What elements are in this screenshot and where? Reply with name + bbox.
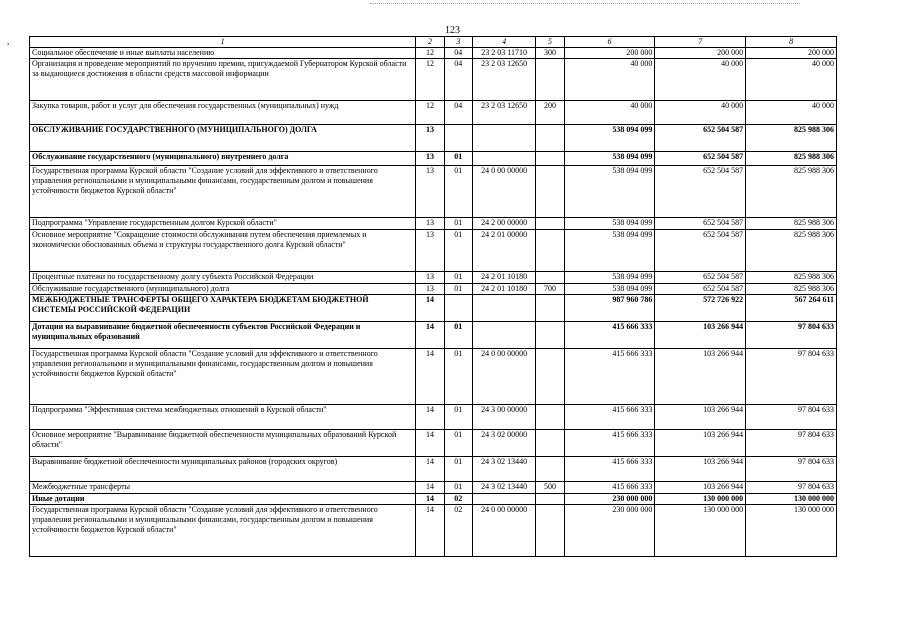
budget-table-body — [30, 37, 837, 557]
row-amount-year-1: 230 000 000 — [564, 494, 655, 505]
row-name: Иные дотации — [30, 494, 416, 505]
table-row — [30, 505, 837, 557]
row-expense-type — [536, 505, 564, 557]
table-row — [30, 59, 837, 101]
table-row — [30, 230, 837, 272]
row-subsection-code: 01 — [444, 322, 472, 349]
row-expense-type — [536, 272, 564, 284]
row-amount-year-1: 415 666 333 — [564, 457, 655, 482]
row-expense-type — [536, 295, 564, 322]
table-row — [30, 457, 837, 482]
row-amount-year-1: 200 000 — [564, 48, 655, 59]
row-target-article — [472, 322, 536, 349]
row-amount-year-1: 40 000 — [564, 101, 655, 125]
row-section-code: 14 — [416, 482, 444, 494]
row-amount-year-1: 415 666 333 — [564, 430, 655, 457]
row-section-code: 12 — [416, 48, 444, 59]
row-amount-year-1: 538 094 099 — [564, 125, 655, 152]
row-amount-year-3: 40 000 — [746, 101, 837, 125]
column-number: 5 — [536, 37, 564, 48]
column-number: 6 — [564, 37, 655, 48]
row-amount-year-3: 97 804 633 — [746, 349, 837, 405]
row-amount-year-1: 538 094 099 — [564, 166, 655, 218]
column-number-row — [30, 37, 837, 48]
row-name: Процентные платежи по государственному долгу субъекта Российской Федерации — [30, 272, 416, 284]
row-subsection-code: 01 — [444, 482, 472, 494]
column-number: 7 — [655, 37, 746, 48]
row-expense-type — [536, 494, 564, 505]
row-amount-year-3: 825 988 306 — [746, 230, 837, 272]
row-amount-year-3: 130 000 000 — [746, 494, 837, 505]
row-subsection-code — [444, 295, 472, 322]
row-target-article — [472, 152, 536, 166]
row-subsection-code: 04 — [444, 48, 472, 59]
row-expense-type: 300 — [536, 48, 564, 59]
row-amount-year-3: 97 804 633 — [746, 405, 837, 430]
row-amount-year-2: 103 266 944 — [655, 457, 746, 482]
row-name: Подпрограмма "Эффективная система межбюджетных отношений в Курской области" — [30, 405, 416, 430]
row-expense-type — [536, 166, 564, 218]
row-target-article: 24 3 02 00000 — [472, 430, 536, 457]
row-amount-year-2: 130 000 000 — [655, 494, 746, 505]
table-row — [30, 295, 837, 322]
row-name: ОБСЛУЖИВАНИЕ ГОСУДАРСТВЕННОГО (МУНИЦИПАЛЬНОГО) ДОЛГА — [30, 125, 416, 152]
row-amount-year-2: 103 266 944 — [655, 322, 746, 349]
row-subsection-code: 02 — [444, 494, 472, 505]
row-target-article: 24 3 02 13440 — [472, 482, 536, 494]
row-section-code: 14 — [416, 405, 444, 430]
row-subsection-code: 01 — [444, 230, 472, 272]
column-number: 1 — [30, 37, 416, 48]
row-target-article: 24 2 00 00000 — [472, 218, 536, 230]
row-amount-year-3: 97 804 633 — [746, 457, 837, 482]
row-section-code: 14 — [416, 457, 444, 482]
row-name: Организация и проведение мероприятий по вручению премии, присуждаемой Губернатором Курской области за выдающиеся достижения в области средств массовой информации — [30, 59, 416, 101]
column-number: 8 — [746, 37, 837, 48]
row-section-code: 12 — [416, 59, 444, 101]
row-amount-year-1: 538 094 099 — [564, 152, 655, 166]
row-target-article — [472, 494, 536, 505]
row-name: Межбюджетные трансферты — [30, 482, 416, 494]
row-amount-year-3: 825 988 306 — [746, 125, 837, 152]
row-amount-year-2: 652 504 587 — [655, 272, 746, 284]
row-amount-year-1: 230 000 000 — [564, 505, 655, 557]
column-number: 3 — [444, 37, 472, 48]
table-row — [30, 430, 837, 457]
row-target-article: 24 3 00 00000 — [472, 405, 536, 430]
row-name: Государственная программа Курской области "Создание условий для эффективного и ответственного управления региональными и муниципальными финансами, государственным долгом и повышения устойчивости бюджетов Курской области" — [30, 349, 416, 405]
row-subsection-code: 01 — [444, 218, 472, 230]
row-amount-year-3: 825 988 306 — [746, 166, 837, 218]
row-name: Обслуживание государственного (муниципального) внутреннего долга — [30, 152, 416, 166]
row-expense-type — [536, 349, 564, 405]
row-target-article: 24 2 01 10180 — [472, 284, 536, 295]
row-amount-year-1: 538 094 099 — [564, 272, 655, 284]
row-expense-type — [536, 430, 564, 457]
row-amount-year-3: 130 000 000 — [746, 505, 837, 557]
row-amount-year-2: 200 000 — [655, 48, 746, 59]
row-subsection-code: 04 — [444, 59, 472, 101]
row-section-code: 13 — [416, 230, 444, 272]
row-target-article: 24 2 01 10180 — [472, 272, 536, 284]
row-amount-year-3: 567 264 611 — [746, 295, 837, 322]
row-target-article: 23 2 03 11710 — [472, 48, 536, 59]
row-amount-year-2: 40 000 — [655, 101, 746, 125]
margin-mark: , — [7, 36, 10, 46]
table-row — [30, 218, 837, 230]
row-amount-year-2: 652 504 587 — [655, 284, 746, 295]
row-subsection-code: 01 — [444, 272, 472, 284]
row-subsection-code: 01 — [444, 349, 472, 405]
row-section-code: 14 — [416, 505, 444, 557]
row-amount-year-1: 415 666 333 — [564, 482, 655, 494]
row-amount-year-2: 40 000 — [655, 59, 746, 101]
row-amount-year-2: 103 266 944 — [655, 482, 746, 494]
table-row — [30, 166, 837, 218]
budget-table — [29, 36, 837, 557]
row-amount-year-2: 652 504 587 — [655, 125, 746, 152]
table-row — [30, 125, 837, 152]
row-amount-year-3: 825 988 306 — [746, 218, 837, 230]
table-row — [30, 322, 837, 349]
row-name: Основное мероприятие "Сокращение стоимости обслуживания путем обеспечения приемлемых и экономически обоснованных объема и структуры государственного долга Курской области" — [30, 230, 416, 272]
row-subsection-code — [444, 125, 472, 152]
row-amount-year-1: 415 666 333 — [564, 322, 655, 349]
row-name: Социальное обеспечение и иные выплаты населению — [30, 48, 416, 59]
table-row — [30, 48, 837, 59]
row-expense-type — [536, 59, 564, 101]
table-row — [30, 349, 837, 405]
row-amount-year-1: 415 666 333 — [564, 349, 655, 405]
row-expense-type: 700 — [536, 284, 564, 295]
row-expense-type — [536, 218, 564, 230]
row-subsection-code: 01 — [444, 166, 472, 218]
table-row — [30, 101, 837, 125]
row-amount-year-3: 40 000 — [746, 59, 837, 101]
row-expense-type: 200 — [536, 101, 564, 125]
row-section-code: 13 — [416, 218, 444, 230]
row-amount-year-3: 97 804 633 — [746, 482, 837, 494]
row-section-code: 13 — [416, 152, 444, 166]
row-amount-year-2: 652 504 587 — [655, 218, 746, 230]
row-name: Подпрограмма "Управление государственным долгом Курской области" — [30, 218, 416, 230]
row-amount-year-2: 103 266 944 — [655, 405, 746, 430]
row-amount-year-1: 538 094 099 — [564, 284, 655, 295]
row-amount-year-1: 987 960 786 — [564, 295, 655, 322]
column-number: 4 — [472, 37, 536, 48]
row-amount-year-2: 103 266 944 — [655, 349, 746, 405]
row-expense-type — [536, 125, 564, 152]
row-name: Дотации на выравнивание бюджетной обеспеченности субъектов Российской Федерации и муниципальных образований — [30, 322, 416, 349]
page-number: 123 — [445, 25, 460, 36]
row-amount-year-2: 103 266 944 — [655, 430, 746, 457]
row-target-article — [472, 295, 536, 322]
row-target-article: 24 0 00 00000 — [472, 505, 536, 557]
row-target-article — [472, 125, 536, 152]
column-number: 2 — [416, 37, 444, 48]
row-amount-year-1: 538 094 099 — [564, 230, 655, 272]
row-name: МЕЖБЮДЖЕТНЫЕ ТРАНСФЕРТЫ ОБЩЕГО ХАРАКТЕРА БЮДЖЕТАМ БЮДЖЕТНОЙ СИСТЕМЫ РОССИЙСКОЙ ФЕДЕРАЦИИ — [30, 295, 416, 322]
row-expense-type — [536, 230, 564, 272]
row-amount-year-1: 40 000 — [564, 59, 655, 101]
row-expense-type — [536, 152, 564, 166]
row-section-code: 14 — [416, 430, 444, 457]
row-subsection-code: 01 — [444, 430, 472, 457]
row-name: Основное мероприятие "Выравнивание бюджетной обеспеченности муниципальных образований Курской области" — [30, 430, 416, 457]
row-section-code: 13 — [416, 272, 444, 284]
row-expense-type: 500 — [536, 482, 564, 494]
row-name: Закупка товаров, работ и услуг для обеспечения государственных (муниципальных) нужд — [30, 101, 416, 125]
row-section-code: 13 — [416, 284, 444, 295]
row-amount-year-3: 97 804 633 — [746, 322, 837, 349]
row-amount-year-3: 825 988 306 — [746, 284, 837, 295]
row-target-article: 24 2 01 00000 — [472, 230, 536, 272]
table-row — [30, 482, 837, 494]
row-amount-year-3: 97 804 633 — [746, 430, 837, 457]
row-target-article: 24 0 00 00000 — [472, 166, 536, 218]
row-amount-year-3: 825 988 306 — [746, 272, 837, 284]
row-subsection-code: 02 — [444, 505, 472, 557]
row-subsection-code: 01 — [444, 405, 472, 430]
row-name: Обслуживание государственного (муниципального) долга — [30, 284, 416, 295]
row-target-article: 24 0 00 00000 — [472, 349, 536, 405]
table-row — [30, 494, 837, 505]
row-target-article: 24 3 02 13440 — [472, 457, 536, 482]
row-section-code: 14 — [416, 322, 444, 349]
table-row — [30, 284, 837, 295]
row-expense-type — [536, 405, 564, 430]
table-row — [30, 152, 837, 166]
row-section-code: 12 — [416, 101, 444, 125]
row-amount-year-2: 652 504 587 — [655, 152, 746, 166]
row-target-article: 23 2 03 12650 — [472, 59, 536, 101]
row-amount-year-1: 538 094 099 — [564, 218, 655, 230]
row-amount-year-2: 572 726 922 — [655, 295, 746, 322]
row-subsection-code: 01 — [444, 284, 472, 295]
table-row — [30, 405, 837, 430]
table-row — [30, 272, 837, 284]
row-expense-type — [536, 322, 564, 349]
row-section-code: 14 — [416, 295, 444, 322]
row-name: Выравнивание бюджетной обеспеченности муниципальных районов (городских округов) — [30, 457, 416, 482]
row-subsection-code: 04 — [444, 101, 472, 125]
row-amount-year-2: 652 504 587 — [655, 166, 746, 218]
row-name: Государственная программа Курской области "Создание условий для эффективного и ответственного управления региональными и муниципальными финансами, государственным долгом и повышения устойчивости бюджетов Курской области" — [30, 505, 416, 557]
row-section-code: 13 — [416, 166, 444, 218]
row-subsection-code: 01 — [444, 457, 472, 482]
row-amount-year-3: 825 988 306 — [746, 152, 837, 166]
row-amount-year-3: 200 000 — [746, 48, 837, 59]
row-amount-year-2: 652 504 587 — [655, 230, 746, 272]
top-scan-line — [370, 3, 800, 4]
row-amount-year-1: 415 666 333 — [564, 405, 655, 430]
row-subsection-code: 01 — [444, 152, 472, 166]
row-expense-type — [536, 457, 564, 482]
row-section-code: 14 — [416, 494, 444, 505]
row-target-article: 23 2 03 12650 — [472, 101, 536, 125]
row-section-code: 14 — [416, 349, 444, 405]
row-section-code: 13 — [416, 125, 444, 152]
row-amount-year-2: 130 000 000 — [655, 505, 746, 557]
row-name: Государственная программа Курской области "Создание условий для эффективного и ответственного управления региональными и муниципальными финансами, государственным долгом и повышения устойчивости бюджетов Курской области" — [30, 166, 416, 218]
